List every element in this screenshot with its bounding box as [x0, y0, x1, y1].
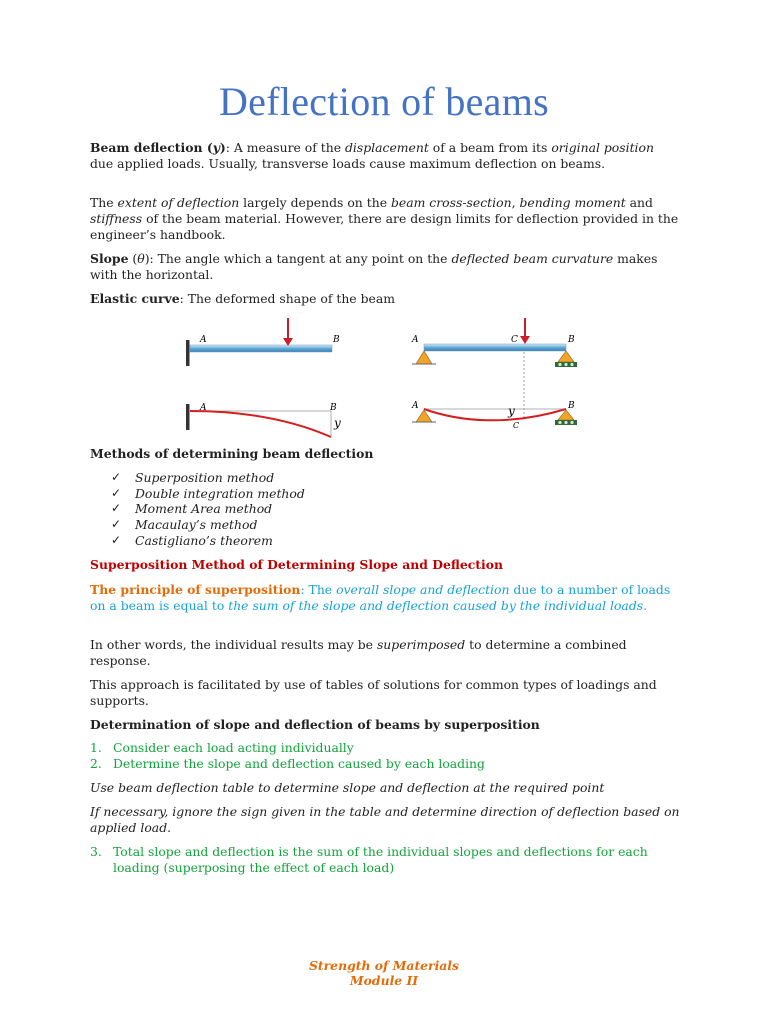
- italic-run: displacement: [344, 140, 429, 155]
- text-run: and: [625, 195, 653, 210]
- label-a-ss: A: [412, 335, 419, 345]
- text-run: : A measure of the: [225, 140, 345, 155]
- checkmark-icon: ✓: [111, 532, 122, 547]
- elastic-curve: [190, 411, 331, 437]
- list-item: ✓ Moment Area method: [111, 501, 273, 517]
- methods-heading: Methods of determining beam deflection: [90, 446, 374, 461]
- symbol-open: (: [202, 140, 213, 155]
- note-table: Use beam deflection table to determine slope and deflection at the required point: [90, 780, 605, 795]
- fixed-wall-deflected: [186, 404, 190, 430]
- cantilever-beam: [190, 345, 332, 352]
- note-sign: If necessary, ignore the sign given in the table and determine direction of deflection based on applied load.: [90, 804, 680, 835]
- deflection-symbol: y: [212, 140, 220, 155]
- simply-supported-beam-diagram: [400, 318, 590, 442]
- list-item: 3. Total slope and deflection is the sum of the individual slopes and deflections for each loading (superposing the effect of each load): [90, 844, 648, 875]
- italic-run: bending moment: [519, 195, 626, 210]
- text-run: ,: [511, 195, 520, 210]
- text-run: makes with the horizontal.: [90, 251, 658, 282]
- page-title: Deflection of beams: [218, 79, 550, 124]
- checkmark-icon: ✓: [111, 517, 122, 532]
- label-y-ss: y: [508, 404, 515, 418]
- elastic-curve-term: Elastic curve: [90, 291, 180, 306]
- checkmark-icon: ✓: [111, 485, 122, 500]
- list-item: ✓ Macaulay’s method: [111, 517, 258, 533]
- determination-heading: Determination of slope and deflection of beams by superposition: [90, 717, 540, 732]
- superposition-heading: Superposition Method of Determining Slope and Deflection: [90, 557, 503, 572]
- italic-run: beam cross-section: [390, 195, 512, 210]
- italic-run: extent of deflection: [117, 195, 240, 210]
- text-run: of the beam material. However, there are design limits for deflection provided in the engineer’s handbook.: [90, 211, 679, 242]
- text-run: : The deformed shape of the beam: [179, 291, 395, 306]
- list-item: ✓ Double integration method: [111, 485, 305, 501]
- italic-run: deflected beam curvature: [451, 251, 614, 266]
- label-a-deflected: A: [200, 403, 207, 413]
- label-b: B: [333, 335, 340, 345]
- slope-term: Slope: [90, 251, 129, 266]
- text-run: ): The angle which a tangent at any point on the: [144, 251, 452, 266]
- italic-run: stiffness: [90, 211, 143, 226]
- page-footer: [0, 958, 768, 988]
- elastic-curve-paragraph: [90, 291, 680, 307]
- theta-symbol: θ: [137, 251, 145, 266]
- step-3: [90, 844, 690, 876]
- beam-deflection-paragraph: [90, 140, 680, 172]
- list-item: 2. Determine the slope and deflection caused by each loading: [90, 756, 485, 771]
- cantilever-beam-diagram: [178, 318, 348, 442]
- pin-support: [416, 351, 432, 364]
- approach-paragraph: This approach is facilitated by use of tables of solutions for common types of loadings and supports.: [90, 677, 657, 708]
- checkmark-icon: ✓: [111, 501, 122, 516]
- extent-paragraph: [90, 195, 680, 243]
- italic-run: original position: [551, 140, 654, 155]
- simply-supported-beam: [424, 344, 566, 351]
- label-b-ss-deflected: B: [568, 401, 575, 411]
- list-item: 1. Consider each load acting individually: [90, 740, 354, 755]
- label-c-ss: C: [511, 335, 518, 345]
- slope-paragraph: [90, 251, 680, 283]
- other-words-paragraph: In other words, the individual results may be superimposed to determine a combined response.: [90, 637, 627, 668]
- principle-paragraph: The principle of superposition: The overall slope and deflection due to a number of loads on a beam is equal to the sum of the slope and deflection caused by the individual loads.: [90, 582, 671, 613]
- text-run: due applied loads. Usually, transverse loads cause maximum deflection on beams.: [90, 156, 606, 171]
- list-item: ✓ Superposition method: [111, 470, 275, 485]
- principle-label: The principle of superposition: [90, 582, 301, 597]
- label-a-ss-deflected: A: [412, 401, 419, 411]
- text-run: The: [90, 195, 118, 210]
- label-y: y: [334, 416, 341, 430]
- elastic-curve-ss: [424, 409, 566, 420]
- methods-list: [111, 470, 511, 548]
- footer-module: Module II: [349, 973, 419, 988]
- footer-course: Strength of Materials: [308, 958, 459, 973]
- text-run: largely depends on the: [239, 195, 391, 210]
- label-a: A: [200, 335, 207, 345]
- label-b-ss: B: [568, 335, 575, 345]
- text-run: of a beam from its: [428, 140, 552, 155]
- label-b-deflected: B: [330, 403, 337, 413]
- steps-list: [90, 740, 690, 772]
- load-arrow-head-right: [520, 336, 530, 344]
- symbol-close: ): [219, 140, 226, 155]
- text-run: (: [128, 251, 138, 266]
- beam-deflection-term: Beam deflection: [90, 140, 203, 155]
- list-item: ✓ Castigliano’s theorem: [111, 532, 273, 548]
- checkmark-icon: ✓: [111, 470, 122, 484]
- fixed-wall: [186, 340, 190, 366]
- label-c-ss-deflected: C: [513, 421, 520, 430]
- roller-support: [558, 351, 574, 362]
